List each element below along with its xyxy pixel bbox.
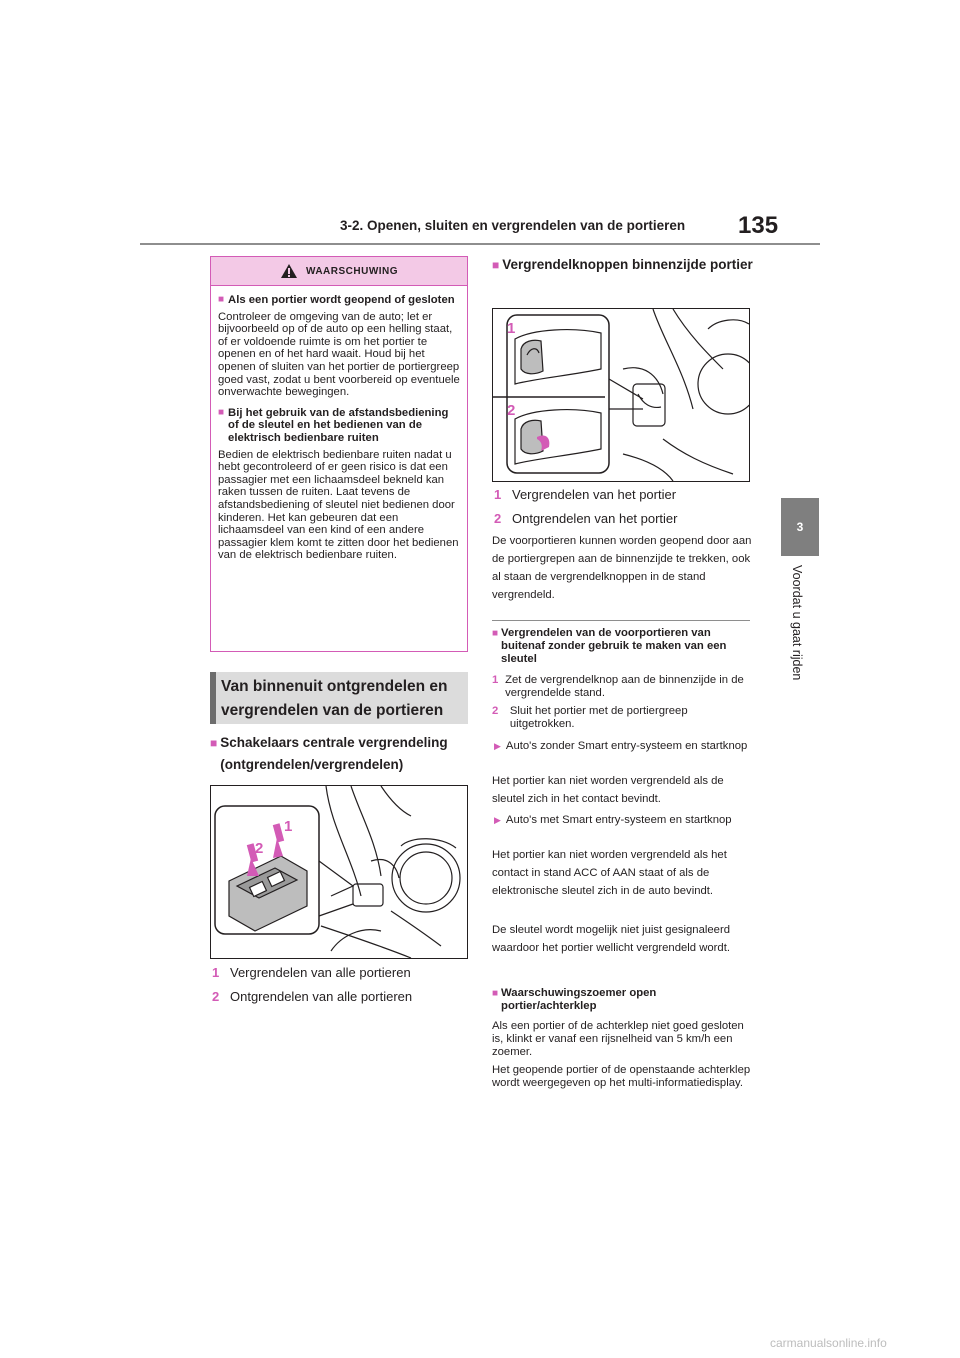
chapter-title-vertical	[782, 565, 816, 715]
section-header-title: 3-2. Openen, sluiten en vergrendelen van de portieren	[340, 218, 686, 233]
callout-2: 2	[507, 402, 516, 419]
warning-item-text: Controleer de omgeving van de auto; let er bijvoorbeeld op of de auto op een helling staat, of er voldoende ruimte is om het portier te openen en of het hard waait. Houd bij het openen of sluiten van het portier de portiergreep goed vast, zodat u bent voorbereid op eventuele onverwachte bewegingen.	[218, 310, 460, 399]
list-item: 1 Vergrendelen van het portier	[494, 487, 677, 502]
callout-1: 1	[507, 320, 516, 337]
inside-buttons-heading: ■ Vergrendelknoppen binnenzijde portier	[492, 254, 754, 276]
warning-body	[211, 286, 467, 562]
outside-lock-note: De sleutel wordt mogelijk niet juist gesignaleerd waardoor het portier wellicht vergrendeld wordt.	[492, 924, 730, 954]
warning-box	[210, 256, 468, 652]
divider	[492, 620, 750, 621]
buzzer-heading: ■ Waarschuwingszoemer open portier/achterklep	[492, 987, 657, 1012]
square-bullet-icon: ■	[492, 988, 499, 999]
list-item: 2 Ontgrendelen van alle portieren	[212, 989, 413, 1004]
central-switches-heading: ■ Schakelaars centrale vergrendeling (ontgrendelen/vergrendelen)	[210, 732, 470, 776]
warning-item-heading: ■ Bij het gebruik van de afstandsbediening of de sleutel en het bedienen van de elektrisch bedienbare ruiten	[218, 406, 449, 444]
door-switch-drawing	[211, 786, 467, 958]
warning-header	[211, 257, 467, 286]
square-bullet-icon: ■	[218, 294, 225, 305]
warning-item-heading: ■ Als een portier wordt geopend of gesloten	[218, 294, 455, 306]
inside-button-illustration	[492, 308, 750, 482]
variant-text: Het portier kan niet worden vergrendeld als het contact in stand ACC of AAN staat of als de elektronische sleutel zich in de auto bevindt.	[492, 849, 727, 897]
door-lock-drawing	[493, 309, 749, 481]
header-divider	[140, 243, 820, 245]
square-bullet-icon: ■	[492, 628, 499, 639]
watermark: carmanualsonline.info	[770, 1336, 887, 1350]
page-number: 135	[738, 212, 779, 239]
outside-lock-heading: ■ Vergrendelen van de voorportieren van buitenaf zonder gebruik te maken van een sleutel	[492, 627, 727, 665]
square-bullet-icon: ■	[210, 736, 218, 750]
section-heading: Van binnenuit ontgrendelen en vergrendelen van de portieren	[210, 672, 468, 724]
square-bullet-icon: ■	[218, 406, 225, 418]
central-switch-illustration	[210, 785, 468, 959]
square-bullet-icon: ■	[492, 258, 500, 272]
triangle-bullet-icon: ▶	[494, 741, 501, 751]
warning-triangle-icon	[280, 263, 298, 279]
variant-label: ▶ Auto's met Smart entry-systeem en startknop	[494, 814, 732, 826]
variant-label: ▶ Auto's zonder Smart entry-systeem en startknop	[494, 740, 748, 752]
chapter-title-text: Voordat u gaat rijden	[790, 565, 804, 681]
step-item: 2 Sluit het portier met de portiergreep uitgetrokken.	[492, 705, 688, 730]
step-item: 1 Zet de vergrendelknop aan de binnenzijde in de vergrendelde stand.	[492, 674, 744, 699]
list-item: 1 Vergrendelen van alle portieren	[212, 965, 411, 980]
warning-item-text: Bedien de elektrisch bedienbare ruiten nadat u hebt gecontroleerd of er geen risico is dat een passagier met een lichaamsdeel bekneld kan raken tussen de ruiten. Laat tevens de afstandsbediening of sleutel niet bedienen door kinderen. Het kan gebeuren dat een lichaamsdeel van een kind of een andere passagier klem komt te zitten door het bedienen van de elektrisch bedienbare ruiten.	[218, 448, 459, 562]
variant-text: Het portier kan niet worden vergrendeld als de sleutel zich in het contact bevindt.	[492, 775, 724, 805]
triangle-bullet-icon: ▶	[494, 815, 501, 825]
list-item: 2 Ontgrendelen van het portier	[494, 511, 678, 526]
warning-title: WAARSCHUWING	[305, 265, 399, 277]
inside-buttons-note: De voorportieren kunnen worden geopend door aan de portiergrepen aan de binnenzijde te trekken, ook al staan de vergrendelknoppen in de stand vergrendeld.	[492, 535, 752, 601]
callout-2: 2	[255, 840, 264, 857]
buzzer-text: Het geopende portier of de openstaande achterklep wordt weergegeven op het multi-informatiedisplay.	[492, 1064, 751, 1089]
callout-1: 1	[284, 818, 293, 835]
chapter-tab: 3	[781, 498, 819, 556]
buzzer-text: Als een portier of de achterklep niet goed gesloten is, klinkt er vanaf een rijsnelheid van 5 km/h een zoemer.	[492, 1020, 744, 1058]
